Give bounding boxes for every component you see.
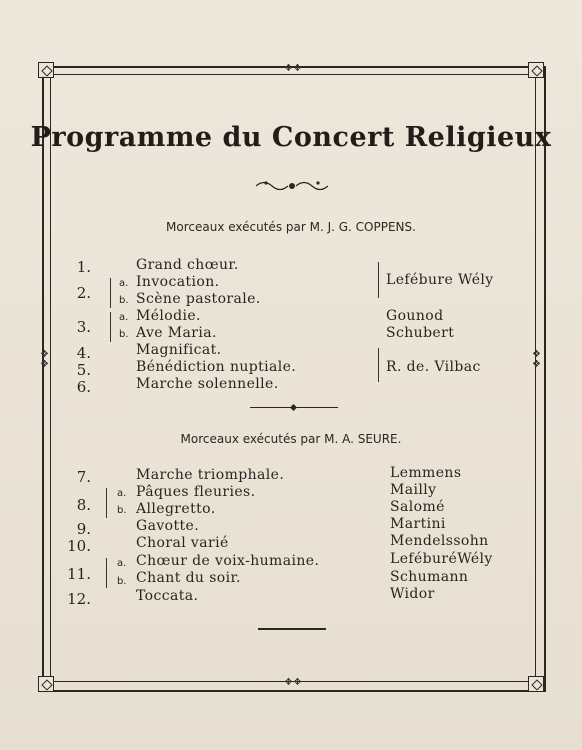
composer-name: Mendelssohn xyxy=(390,533,489,549)
border-frame-inner xyxy=(50,74,536,682)
piece-title: Gavotte. xyxy=(136,518,200,534)
item-sub-label: b. xyxy=(119,295,129,306)
item-number: 4. xyxy=(76,344,91,362)
piece-title: Invocation. xyxy=(136,274,220,290)
item-number: 9. xyxy=(76,520,91,538)
item-sub-label: a. xyxy=(117,488,127,499)
brace-icon xyxy=(378,348,383,382)
item-sub-label: b. xyxy=(117,576,127,587)
piece-title: Scène pastorale. xyxy=(136,291,261,307)
piece-title: Marche triomphale. xyxy=(136,467,285,483)
item-number: 6. xyxy=(76,378,91,396)
item-number: 11. xyxy=(67,565,91,583)
piece-title: Marche solennelle. xyxy=(136,376,279,392)
piece-title: Mélodie. xyxy=(136,308,201,324)
piece-title: Chœur de voix-humaine. xyxy=(136,553,320,569)
item-sub-label: b. xyxy=(117,505,127,516)
composer-name: Salomé xyxy=(390,499,445,515)
corner-ornament-icon xyxy=(38,62,54,78)
item-sub-label: b. xyxy=(119,329,129,340)
item-sub-label: a. xyxy=(119,278,129,289)
item-number: 3. xyxy=(76,318,91,336)
item-number: 8. xyxy=(76,496,91,514)
piece-title: Magnificat. xyxy=(136,342,222,358)
brace-icon xyxy=(110,312,115,342)
section1-heading: Morceaux exécutés par M. J. G. COPPENS. xyxy=(166,220,416,234)
brace-icon xyxy=(110,278,115,308)
piece-title: Pâques fleuries. xyxy=(136,484,256,500)
piece-title: Bénédiction nuptiale. xyxy=(136,359,297,375)
item-number: 7. xyxy=(76,468,91,486)
brace-icon xyxy=(378,262,383,298)
flourish-ornament-icon xyxy=(254,178,330,194)
piece-title: Ave Maria. xyxy=(136,325,217,341)
composer-name: Mailly xyxy=(390,482,437,498)
composer-name: R. de. Vilbac xyxy=(386,359,481,375)
piece-title: Toccata. xyxy=(136,588,199,604)
top-center-ornament-icon: ❖❖ xyxy=(284,63,302,74)
composer-name: Lemmens xyxy=(390,465,462,481)
composer-name: Widor xyxy=(390,586,435,602)
piece-title: Grand chœur. xyxy=(136,257,239,273)
item-sub-label: a. xyxy=(117,558,127,569)
bottom-center-ornament-icon: ❖❖ xyxy=(284,677,302,688)
item-sub-label: a. xyxy=(119,312,129,323)
section-divider xyxy=(258,628,326,630)
composer-name: LeféburéWély xyxy=(390,551,493,567)
brace-icon xyxy=(106,558,111,588)
composer-name: Lefébure Wély xyxy=(386,272,494,288)
piece-title: Allegretto. xyxy=(136,501,216,517)
right-edge-ornament-icon: ❖ ❖ xyxy=(532,349,541,370)
item-number: 12. xyxy=(67,590,91,608)
composer-name: Schubert xyxy=(386,325,455,341)
piece-title: Choral varié xyxy=(136,535,229,551)
piece-title: Chant du soir. xyxy=(136,570,241,586)
corner-ornament-icon xyxy=(528,62,544,78)
brace-icon xyxy=(106,488,111,518)
corner-ornament-icon xyxy=(528,676,544,692)
item-number: 10. xyxy=(67,537,91,555)
composer-name: Schumann xyxy=(390,569,469,585)
section2-heading: Morceaux exécutés par M. A. SEURE. xyxy=(180,432,402,446)
corner-ornament-icon xyxy=(38,676,54,692)
composer-name: Martini xyxy=(390,516,446,532)
page-title: Programme du Concert Religieux xyxy=(30,122,552,153)
item-number: 5. xyxy=(76,361,91,379)
item-number: 1. xyxy=(76,258,91,276)
item-number: 2. xyxy=(76,284,91,302)
composer-name: Gounod xyxy=(386,308,444,324)
left-edge-ornament-icon: ❖ ❖ xyxy=(40,349,49,370)
